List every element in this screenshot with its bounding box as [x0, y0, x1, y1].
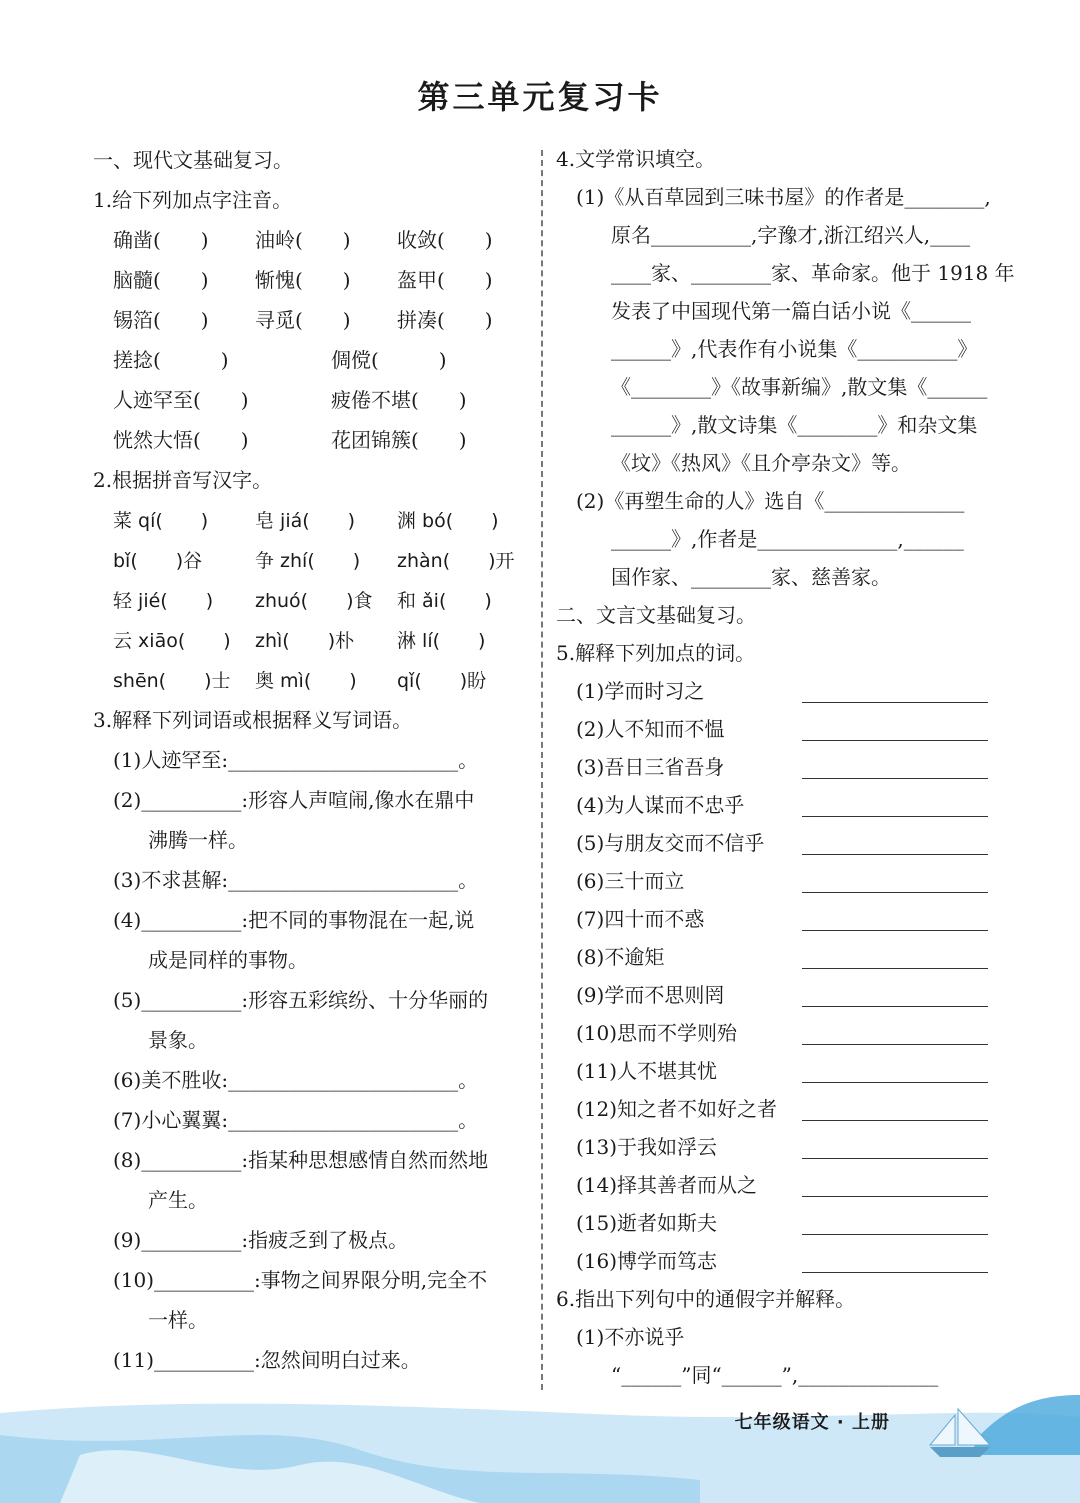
exercise-item: 惭愧( ): [255, 268, 351, 292]
exercise-line: 国作家、________家、慈善家。: [611, 565, 891, 589]
section-header: 1.给下列加点字注音。: [93, 188, 293, 212]
exercise-row: [93, 620, 533, 660]
exercise-item: 疲倦不堪( ): [331, 388, 467, 412]
exercise-row: [93, 340, 533, 380]
section-header: 2.根据拼音写汉字。: [93, 468, 273, 492]
column-divider: [541, 150, 543, 1390]
exercise-item: 皂 jiá( ): [255, 510, 356, 532]
exercise-item: 脑髓( ): [113, 268, 209, 292]
exercise-item: zhàn( )开: [397, 550, 515, 572]
exercise-line: (3)不求甚解:_______________________。: [113, 868, 479, 892]
left-column: [93, 140, 533, 1380]
exercise-line: (5)__________:形容五彩缤纷、十分华丽的: [113, 988, 489, 1012]
exercise-line: 原名__________,字豫才,浙江绍兴人,____: [611, 223, 971, 247]
exercise-item: 淋 lí( ): [397, 630, 486, 652]
exercise-item: 云 xiāo( ): [113, 630, 231, 652]
exercise-line: (6)美不胜收:_______________________。: [113, 1068, 479, 1092]
answer-blank[interactable]: [802, 1128, 988, 1159]
exercise-item: 锡箔( ): [113, 308, 209, 332]
exercise-row: [93, 380, 533, 420]
right-column: [556, 140, 1015, 1394]
exercise-item: 确凿( ): [113, 228, 209, 252]
exercise-line: (1)人迹罕至:_______________________。: [113, 748, 479, 772]
exercise-item: 人迹罕至( ): [113, 388, 249, 412]
exercise-line: 一样。: [148, 1308, 208, 1332]
exercise-item: 和 ǎi( ): [397, 590, 492, 612]
answer-blank[interactable]: [802, 748, 988, 779]
exercise-item: 拼凑( ): [397, 308, 493, 332]
exercise-line: 《坟》《热风》《且介亭杂文》等。: [611, 451, 911, 475]
footer-wave-decoration: [0, 1395, 1080, 1503]
exercise-line: ______》,作者是______________,______: [611, 527, 964, 551]
exercise-line: (7)小心翼翼:_______________________。: [113, 1108, 479, 1132]
exercise-line: (9)学而不思则罔: [576, 983, 725, 1007]
exercise-line: (16)博学而笃志: [576, 1249, 718, 1273]
exercise-line: (11)__________:忽然间明白过来。: [113, 1348, 421, 1372]
exercise-line: (15)逝者如斯夫: [576, 1211, 718, 1235]
exercise-line: (10)__________:事物之间界限分明,完全不: [113, 1268, 488, 1292]
exercise-line: (10)思而不学则殆: [576, 1021, 738, 1045]
exercise-line: (1)不亦说乎: [576, 1325, 685, 1349]
exercise-line: (8)不逾矩: [576, 945, 665, 969]
exercise-item: qǐ( )盼: [397, 670, 487, 692]
section-header: 二、文言文基础复习。: [556, 603, 756, 627]
exercise-item: 倜傥( ): [331, 348, 447, 372]
exercise-line: (2)人不知而不愠: [576, 717, 725, 741]
exercise-item: 恍然大悟( ): [113, 428, 249, 452]
exercise-item: shēn( )士: [113, 670, 231, 692]
exercise-line: (6)三十而立: [576, 869, 685, 893]
grade-label: 七年级语文 · 上册: [734, 1412, 890, 1433]
exercise-item: 渊 bó( ): [397, 510, 499, 532]
exercise-line: (1)学而时习之: [576, 679, 705, 703]
exercise-item: 争 zhí( ): [255, 550, 361, 572]
exercise-line: (9)__________:指疲乏到了极点。: [113, 1228, 409, 1252]
exercise-row: [93, 300, 533, 340]
exercise-row: [93, 420, 533, 460]
exercise-line: (8)__________:指某种思想感情自然而然地: [113, 1148, 489, 1172]
exercise-line: “______”同“______”,______________: [611, 1363, 939, 1387]
exercise-item: zhì( )朴: [255, 630, 355, 652]
exercise-item: 收敛( ): [397, 228, 493, 252]
exercise-row: [93, 500, 533, 540]
answer-blank[interactable]: [802, 1204, 988, 1235]
exercise-line: (1)《从百草园到三味书屋》的作者是________,: [576, 185, 991, 209]
exercise-row: [93, 220, 533, 260]
exercise-line: (7)四十而不惑: [576, 907, 705, 931]
answer-blank[interactable]: [802, 786, 988, 817]
exercise-line: (2)__________:形容人声喧闹,像水在鼎中: [113, 788, 475, 812]
exercise-line: ____家、________家、革命家。他于 1918 年: [611, 261, 1015, 285]
answer-blank[interactable]: [802, 1014, 988, 1045]
exercise-item: 寻觅( ): [255, 308, 351, 332]
page-title: 第三单元复习卡: [417, 78, 663, 116]
answer-blank[interactable]: [802, 1052, 988, 1083]
exercise-line: (4)为人谋而不忠乎: [576, 793, 745, 817]
exercise-line: 产生。: [148, 1188, 208, 1212]
exercise-line: ______》,散文诗集《________》和杂文集: [611, 413, 978, 437]
exercise-item: 花团锦簇( ): [331, 428, 467, 452]
answer-blank[interactable]: [802, 900, 988, 931]
exercise-item: 轻 jié( ): [113, 590, 214, 612]
exercise-line: 发表了中国现代第一篇白话小说《______: [611, 299, 971, 323]
section-header: 一、现代文基础复习。: [93, 148, 293, 172]
answer-blank[interactable]: [802, 672, 988, 703]
exercise-line: (3)吾日三省吾身: [576, 755, 725, 779]
exercise-line: (2)《再塑生命的人》选自《______________: [576, 489, 965, 513]
exercise-item: bǐ( )谷: [113, 550, 203, 572]
section-header: 6.指出下列句中的通假字并解释。: [556, 1287, 856, 1311]
exercise-row: [93, 260, 533, 300]
exercise-item: 盔甲( ): [397, 268, 493, 292]
exercise-item: 油岭( ): [255, 228, 351, 252]
section-header: 3.解释下列词语或根据释义写词语。: [93, 708, 413, 732]
exercise-line: (4)__________:把不同的事物混在一起,说: [113, 908, 475, 932]
exercise-line: (13)于我如浮云: [576, 1135, 718, 1159]
exercise-line: (5)与朋友交而不信乎: [576, 831, 765, 855]
exercise-line: 成是同样的事物。: [148, 948, 308, 972]
answer-blank[interactable]: [802, 862, 988, 893]
section-header: 5.解释下列加点的词。: [556, 641, 756, 665]
exercise-line: 沸腾一样。: [148, 828, 248, 852]
exercise-line: (12)知之者不如好之者: [576, 1097, 778, 1121]
exercise-item: 搓捻( ): [113, 348, 229, 372]
answer-blank[interactable]: [802, 824, 988, 855]
answer-blank[interactable]: [802, 1166, 988, 1197]
exercise-line: (11)人不堪其忧: [576, 1059, 718, 1083]
exercise-row: [93, 580, 533, 620]
answer-blank[interactable]: [802, 976, 988, 1007]
exercise-line: (14)择其善者而从之: [576, 1173, 758, 1197]
answer-blank[interactable]: [802, 1090, 988, 1121]
section-header: 4.文学常识填空。: [556, 147, 716, 171]
exercise-row: [93, 660, 533, 700]
answer-blank[interactable]: [802, 938, 988, 969]
answer-blank[interactable]: [802, 710, 988, 741]
exercise-line: 景象。: [148, 1028, 208, 1052]
exercise-row: [93, 540, 533, 580]
answer-blank[interactable]: [802, 1242, 988, 1273]
exercise-item: 奥 mì( ): [255, 670, 357, 692]
exercise-line: ______》,代表作有小说集《__________》: [611, 337, 978, 361]
exercise-item: zhuó( )食: [255, 590, 373, 612]
exercise-item: 菜 qí( ): [113, 510, 209, 532]
exercise-line: 《________》《故事新编》,散文集《______: [611, 375, 988, 399]
